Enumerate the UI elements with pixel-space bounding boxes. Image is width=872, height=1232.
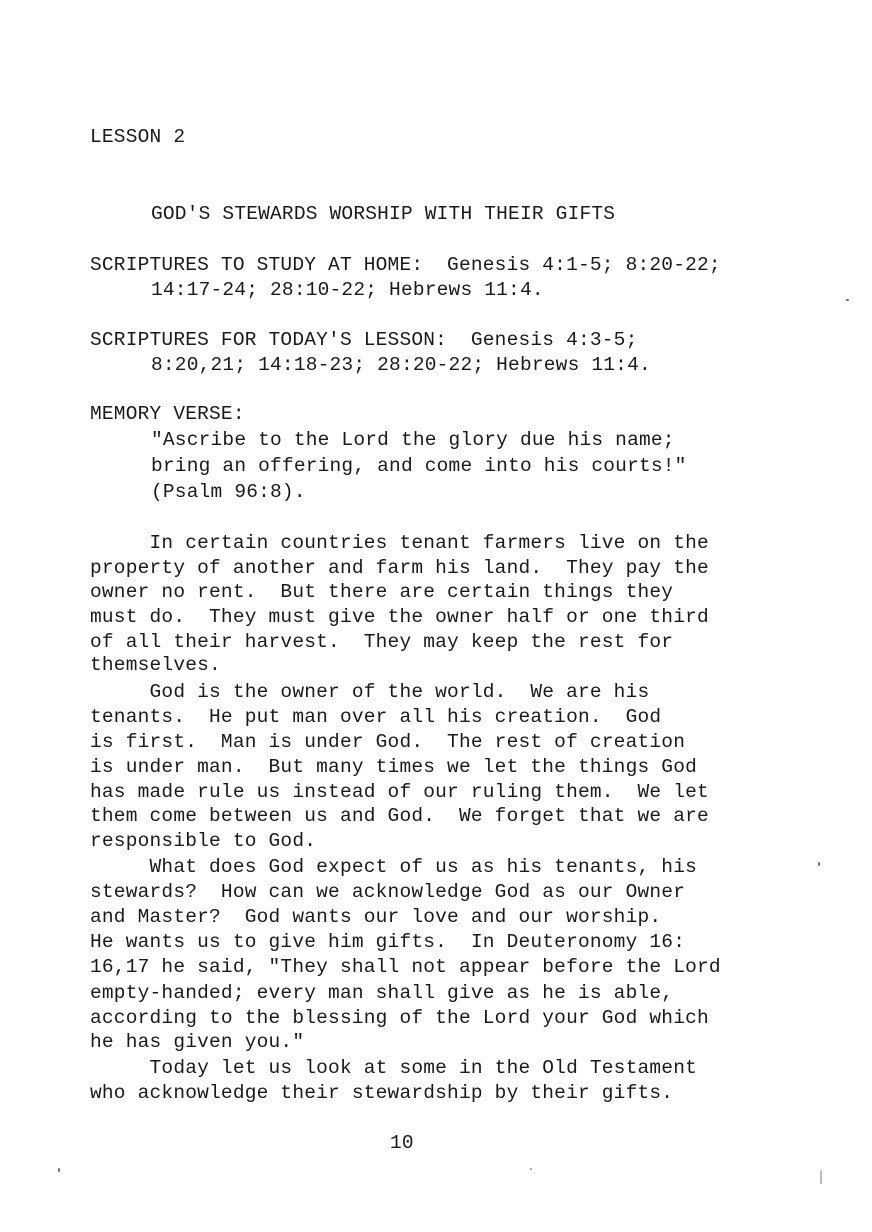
body-line: tenants. He put man over all his creation. God [90, 706, 662, 728]
scriptures-today-line: 8:20,21; 14:18-23; 28:20-22; Hebrews 11:4. [151, 354, 651, 376]
body-line: according to the blessing of the Lord your God which [90, 1007, 709, 1029]
lesson-title: GOD'S STEWARDS WORSHIP WITH THEIR GIFTS [151, 203, 616, 225]
body-line: themselves. [90, 654, 221, 676]
body-line: In certain countries tenant farmers live on the [90, 532, 709, 554]
scriptures-today-line: SCRIPTURES FOR TODAY'S LESSON: Genesis 4:3-5; [90, 329, 638, 351]
scriptures-home-line: SCRIPTURES TO STUDY AT HOME: Genesis 4:1-5; 8:20-22; [90, 254, 721, 276]
body-line: who acknowledge their stewardship by their gifts. [90, 1082, 674, 1104]
page-number: 10 [390, 1132, 414, 1154]
body-line: them come between us and God. We forget that we are [90, 805, 709, 827]
scan-speck [818, 862, 820, 866]
body-line: responsible to God. [90, 830, 317, 852]
body-line: 16,17 he said, "They shall not appear before the Lord [90, 956, 721, 978]
body-line: What does God expect of us as his tenants, his [90, 856, 697, 878]
lesson-label: LESSON 2 [90, 126, 186, 148]
memory-verse-line: "Ascribe to the Lord the glory due his name; [151, 429, 675, 451]
body-line: of all their harvest. They may keep the rest for [90, 631, 674, 653]
body-line: and Master? God wants our love and our worship. [90, 906, 662, 928]
body-line: he has given you." [90, 1031, 305, 1053]
body-line: empty-handed; every man shall give as he is able, [90, 982, 674, 1004]
scan-speck [530, 1168, 532, 1170]
body-line: property of another and farm his land. They pay the [90, 557, 709, 579]
memory-verse-heading: MEMORY VERSE: [90, 403, 245, 425]
scan-speck [58, 1168, 60, 1172]
scriptures-home-line: 14:17-24; 28:10-22; Hebrews 11:4. [151, 279, 544, 301]
body-line: is under man. But many times we let the things God [90, 756, 697, 778]
scan-speck [820, 1170, 822, 1184]
memory-verse-line: (Psalm 96:8). [151, 481, 306, 503]
body-line: God is the owner of the world. We are his [90, 681, 650, 703]
memory-verse-line: bring an offering, and come into his courts!" [151, 455, 687, 477]
body-line: is first. Man is under God. The rest of creation [90, 731, 686, 753]
body-line: has made rule us instead of our ruling them. We let [90, 781, 709, 803]
body-line: must do. They must give the owner half or one third [90, 606, 709, 628]
body-line: He wants us to give him gifts. In Deuteronomy 16: [90, 931, 686, 953]
body-line: owner no rent. But there are certain things they [90, 581, 674, 603]
scan-speck [846, 299, 849, 301]
body-line: Today let us look at some in the Old Testament [90, 1057, 697, 1079]
body-line: stewards? How can we acknowledge God as our Owner [90, 881, 686, 903]
